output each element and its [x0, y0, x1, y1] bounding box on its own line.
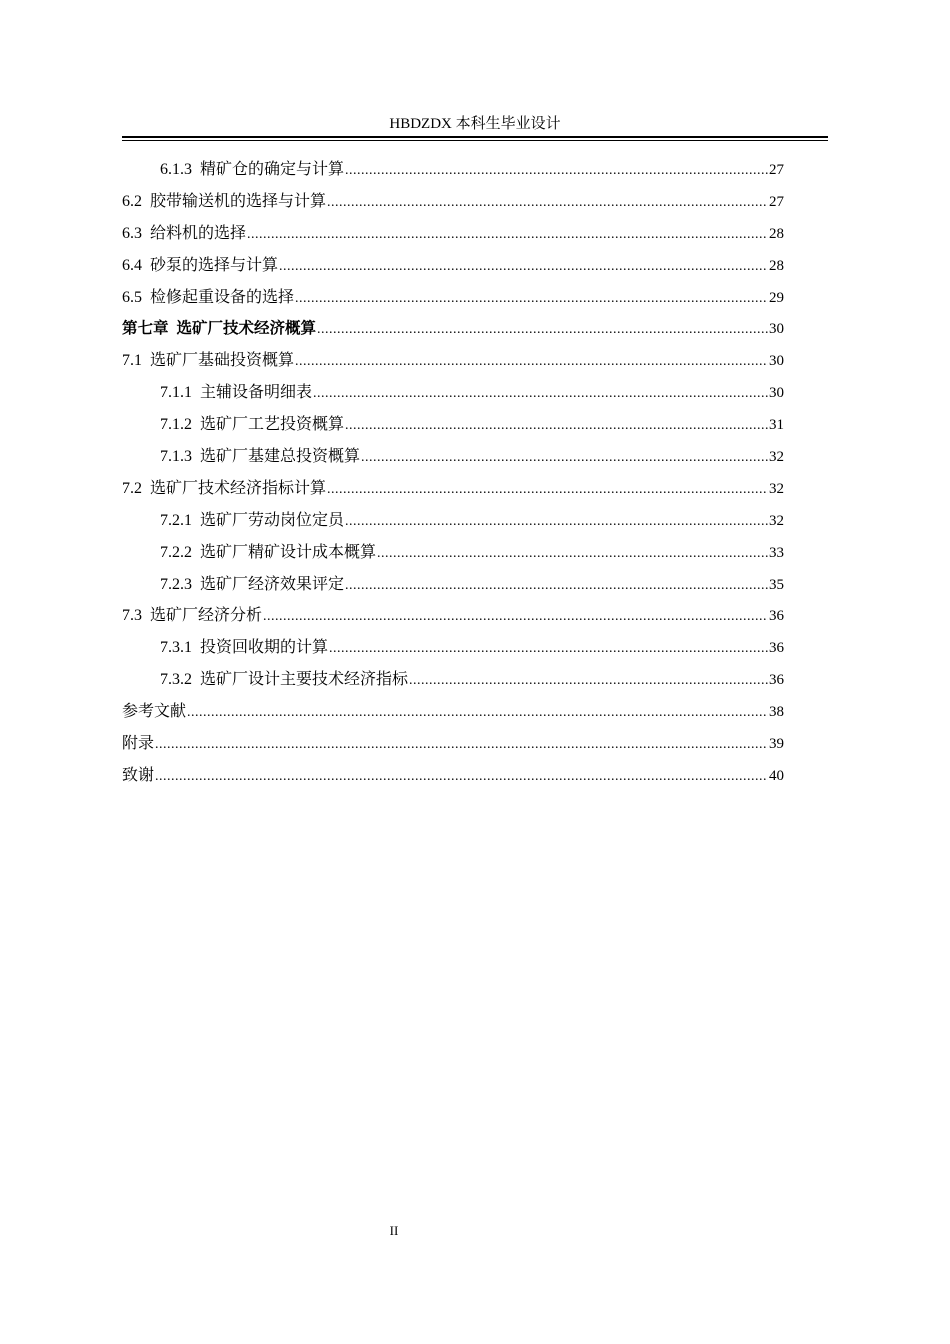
- toc-dot-leader: [345, 570, 768, 602]
- toc-dot-leader: [327, 187, 768, 219]
- toc-entry-title: 胶带输送机的选择与计算: [150, 192, 327, 210]
- toc-entry-page: 30: [769, 321, 784, 338]
- toc-dot-leader: [155, 761, 768, 793]
- toc-entry-7-3[interactable]: [122, 600, 784, 632]
- toc-entry-page: 32: [769, 480, 784, 497]
- toc-entry-number: 7.1: [122, 352, 142, 370]
- toc-entry-7-1-3[interactable]: [122, 441, 784, 473]
- toc-entry-number: 7.3: [122, 607, 142, 625]
- toc-entry-page: 28: [769, 257, 784, 274]
- toc-entry-title: 参考文献: [122, 703, 187, 721]
- toc-entry-6-1-3[interactable]: [122, 154, 784, 186]
- toc-entry-number: 6.5: [122, 288, 142, 306]
- toc-entry-title: 投资回收期的计算: [200, 639, 329, 657]
- toc-dot-leader: [295, 346, 768, 378]
- toc-entry-page: 31: [769, 417, 784, 434]
- toc-entry-7-2-2[interactable]: [122, 537, 784, 569]
- toc-entry-chapter-7[interactable]: [122, 313, 784, 345]
- toc-dot-leader: [409, 665, 768, 697]
- toc-entry-title: 主辅设备明细表: [200, 384, 313, 402]
- header-rule-thick: [122, 136, 828, 138]
- header-rule-thin: [122, 140, 828, 141]
- toc-entry-title: 检修起重设备的选择: [150, 288, 295, 306]
- toc-entry-page: 38: [769, 704, 784, 721]
- toc-entry-number: 7.2.1: [160, 511, 192, 529]
- toc-entry-number: 7.2.3: [160, 575, 192, 593]
- toc-dot-leader: [345, 155, 768, 187]
- toc-dot-leader: [313, 378, 768, 410]
- toc-entry-number: 6.3: [122, 224, 142, 242]
- toc-dot-leader: [329, 633, 768, 665]
- toc-entry-title: 选矿厂技术经济概算: [176, 319, 317, 338]
- toc-dot-leader: [345, 506, 768, 538]
- toc-entry-number: 6.4: [122, 256, 142, 274]
- toc-entry-number: 第七章: [122, 319, 169, 338]
- toc-entry-7-2[interactable]: [122, 473, 784, 505]
- toc-dot-leader: [361, 442, 768, 474]
- toc-entry-page: 27: [769, 193, 784, 210]
- toc-entry-page: 27: [769, 162, 784, 178]
- toc-dot-leader: [263, 601, 768, 633]
- toc-entry-title: 给料机的选择: [150, 224, 247, 242]
- toc-entry-appendix[interactable]: [122, 728, 784, 760]
- toc-entry-title: 选矿厂劳动岗位定员: [200, 511, 345, 529]
- toc-entry-page: 29: [769, 289, 784, 306]
- toc-entry-number: 6.1.3: [160, 161, 192, 178]
- toc-dot-leader: [279, 251, 768, 283]
- toc-entry-7-3-1[interactable]: [122, 632, 784, 664]
- toc-entry-page: 35: [769, 576, 784, 593]
- toc-entry-7-2-1[interactable]: [122, 505, 784, 537]
- toc-entry-number: 7.2: [122, 479, 142, 497]
- toc-entry-page: 32: [769, 449, 784, 466]
- toc-dot-leader: [327, 474, 768, 506]
- toc-entry-page: 32: [769, 512, 784, 529]
- toc-entry-7-1-1[interactable]: [122, 377, 784, 409]
- toc-entry-page: 36: [769, 640, 784, 657]
- toc-entry-6-3[interactable]: [122, 218, 784, 250]
- toc-entry-page: 39: [769, 736, 784, 753]
- toc-dot-leader: [377, 538, 768, 570]
- toc-entry-number: 7.3.1: [160, 639, 192, 657]
- toc-entry-title: 选矿厂技术经济指标计算: [150, 479, 327, 497]
- page-number: II: [389, 1223, 399, 1238]
- toc-entry-6-2[interactable]: [122, 186, 784, 218]
- toc-entry-7-3-2[interactable]: [122, 664, 784, 696]
- toc-entry-6-4[interactable]: [122, 250, 784, 282]
- toc-dot-leader: [247, 219, 768, 251]
- toc-entry-page: 30: [769, 353, 784, 370]
- toc-entry-page: 30: [769, 385, 784, 402]
- toc-entry-number: 7.1.3: [160, 448, 192, 466]
- toc-entry-7-1[interactable]: [122, 345, 784, 377]
- toc-entry-title: 致谢: [122, 766, 155, 784]
- toc-entry-number: 7.2.2: [160, 543, 192, 561]
- toc-entry-7-1-2[interactable]: [122, 409, 784, 441]
- toc-entry-references[interactable]: [122, 696, 784, 728]
- toc-entry-title: 砂泵的选择与计算: [150, 256, 279, 274]
- toc-entry-title: 附录: [122, 735, 155, 753]
- toc-entry-6-5[interactable]: [122, 282, 784, 314]
- toc-entry-7-2-3[interactable]: [122, 569, 784, 601]
- toc-dot-leader: [295, 283, 768, 315]
- toc-dot-leader: [155, 729, 768, 761]
- toc-entry-title: 选矿厂基建总投资概算: [200, 448, 361, 466]
- toc-entry-number: 7.1.2: [160, 416, 192, 434]
- toc-entry-page: 33: [769, 544, 784, 561]
- table-of-contents: [122, 154, 784, 792]
- toc-entry-title: 选矿厂经济效果评定: [200, 575, 345, 593]
- toc-dot-leader: [187, 697, 768, 729]
- page-header: HBDZDX 本科生毕业设计: [389, 116, 561, 132]
- toc-entry-title: 选矿厂经济分析: [150, 607, 263, 625]
- toc-entry-page: 36: [769, 608, 784, 625]
- toc-entry-page: 28: [769, 225, 784, 242]
- toc-entry-number: 7.3.2: [160, 671, 192, 689]
- toc-entry-number: 7.1.1: [160, 384, 192, 402]
- toc-entry-acknowledgements[interactable]: [122, 760, 784, 792]
- toc-dot-leader: [345, 410, 768, 442]
- toc-entry-title: 选矿厂基础投资概算: [150, 352, 295, 370]
- toc-entry-title: 选矿厂精矿设计成本概算: [200, 543, 377, 561]
- toc-entry-title: 选矿厂工艺投资概算: [200, 416, 345, 434]
- toc-entry-title: 精矿仓的确定与计算: [200, 161, 345, 178]
- toc-entry-page: 40: [769, 767, 784, 784]
- toc-dot-leader: [317, 314, 768, 346]
- toc-entry-title: 选矿厂设计主要技术经济指标: [200, 671, 409, 689]
- toc-entry-number: 6.2: [122, 192, 142, 210]
- toc-entry-page: 36: [769, 672, 784, 689]
